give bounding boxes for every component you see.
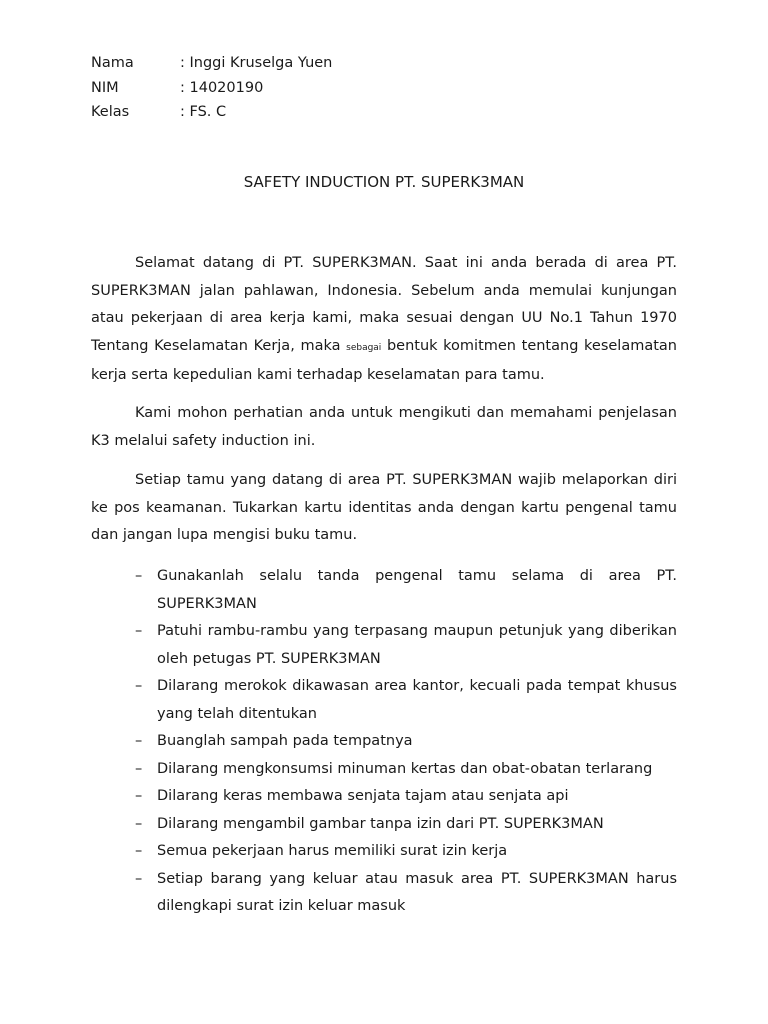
rule-item — [91, 728, 677, 756]
info-row-nim — [91, 76, 332, 101]
dash-marker: – — [135, 760, 143, 777]
dash-marker: – — [135, 870, 143, 887]
dash-marker: – — [135, 815, 143, 832]
rule-item — [91, 866, 677, 921]
rule-text: Setiap barang yang keluar atau masuk area PT. SUPERK3MAN harus dilengkapi surat izin keluar masuk — [157, 870, 677, 914]
info-label: NIM — [91, 79, 119, 96]
rule-item — [91, 811, 677, 839]
paragraph-attention: Kami mohon perhatian anda untuk mengikuti dan memahami penjelasan K3 melalui safety induction ini. — [91, 405, 677, 449]
rule-item — [91, 783, 677, 811]
rule-text: Patuhi rambu-rambu yang terpasang maupun petunjuk yang diberikan oleh petugas PT. SUPERK3MAN — [157, 623, 677, 667]
paragraph-welcome — [91, 250, 677, 390]
rule-item — [91, 838, 677, 866]
info-label: Nama — [91, 55, 134, 71]
rules-list — [91, 563, 677, 921]
dash-marker: – — [135, 568, 143, 584]
paragraph-text: bentuk komitmen tentang keselamatan kerja serta kepedulian kami terhadap keselamatan para tamu. — [91, 337, 677, 383]
rule-text: Dilarang mengkonsumsi minuman kertas dan obat-obatan terlarang — [157, 760, 653, 777]
document-title: SAFETY INDUCTION PT. SUPERK3MAN — [243, 173, 525, 191]
dash-marker: – — [135, 623, 143, 639]
info-row-nama — [91, 51, 332, 76]
dash-marker: – — [135, 733, 143, 749]
rule-text: Gunakanlah selalu tanda pengenal tamu selama di area PT. SUPERK3MAN — [157, 568, 677, 612]
rule-item — [91, 673, 677, 728]
rule-item — [91, 756, 677, 784]
info-value: : 14020190 — [180, 79, 264, 96]
rule-text: Buanglah sampah pada tempatnya — [157, 733, 413, 749]
rule-text: Dilarang keras membawa senjata tajam atau senjata api — [157, 788, 569, 804]
rule-text: Dilarang merokok dikawasan area kantor, kecuali pada tempat khusus yang telah ditentukan — [157, 678, 677, 722]
paragraph-guest-report: Setiap tamu yang datang di area PT. SUPERK3MAN wajib melaporkan diri ke pos keamanan. Tukarkan kartu identitas anda dengan kartu pengenal tamu dan jangan lupa mengisi buku tamu. — [91, 472, 677, 543]
dash-marker: – — [135, 678, 143, 694]
info-label: Kelas — [91, 104, 130, 120]
info-value: : FS. C — [180, 104, 227, 120]
dash-marker: – — [135, 843, 143, 859]
info-row-kelas — [91, 100, 332, 125]
rule-text: Semua pekerjaan harus memiliki surat izin kerja — [157, 843, 508, 859]
rule-text: Dilarang mengambil gambar tanpa izin dari PT. SUPERK3MAN — [157, 815, 604, 832]
info-value: : Inggi Kruselga Yuen — [180, 55, 333, 71]
rule-item — [91, 618, 677, 673]
student-info — [91, 51, 332, 125]
rule-item — [91, 563, 677, 618]
small-inline-text: sebagai — [346, 342, 382, 353]
paragraph-text: Selamat datang di PT. SUPERK3MAN. Saat ini anda berada di area PT. SUPERK3MAN jalan pahlawan, Indonesia. Sebelum anda memulai kunjungan atau pekerjaan di area kerja kami, maka sesuai dengan UU No.1 Tahun 1970 Tentang Keselamatan Kerja, maka — [91, 255, 677, 354]
dash-marker: – — [135, 788, 143, 804]
